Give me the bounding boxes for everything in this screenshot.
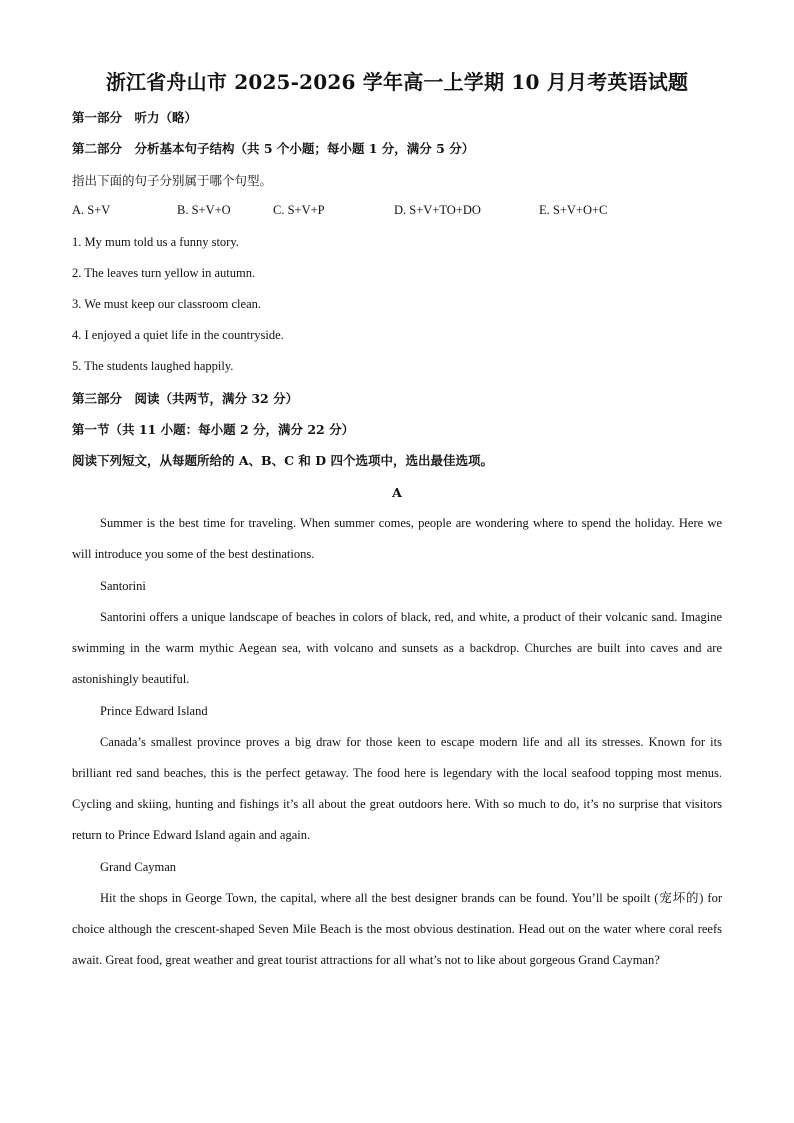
passage-label: A <box>392 485 402 500</box>
destination-2-text: Canada’s smallest province proves a big draw for those keen to escape modern life and all its stresses. Known for its brilliant red sand beaches, this is the perfect getaway. The food here is legendary with the local seafood topping most menus. Cycling and skiing, hunting and fishings it’s all about the great outdoors here. With so much to do, it’s no surprise that visitors return to Prince Edward Island again and again. <box>72 735 722 842</box>
option-e: E. S+V+O+C <box>539 203 608 217</box>
destination-1-text: Santorini offers a unique landscape of beaches in colors of black, red, and white, a product of their volcanic sand. Imagine swimming in the warm mythic Aegean sea, with volcano and sunsets as a backdrop. Churches are built into caves and are astonishingly beautiful. <box>72 610 722 686</box>
section1-heading: 第一节（共 11 小题：每小题 2 分，满分 22 分） <box>72 422 355 437</box>
option-b: B. S+V+O <box>177 203 231 217</box>
option-d: D. S+V+TO+DO <box>394 203 481 217</box>
option-c: C. S+V+P <box>273 203 325 217</box>
question-1: 1. My mum told us a funny story. <box>72 235 239 249</box>
option-a: A. S+V <box>72 203 111 217</box>
destination-3-name: Grand Cayman <box>100 860 177 874</box>
question-2: 2. The leaves turn yellow in autumn. <box>72 266 256 280</box>
destination-1-name: Santorini <box>100 579 146 593</box>
page-title: 浙江省舟山市 2025-2026 学年高一上学期 10 月月考英语试题 <box>105 70 689 94</box>
instruction-sentence-types: 指出下面的句子分别属于哪个句型。 <box>72 173 273 188</box>
destination-2-name: Prince Edward Island <box>100 704 208 718</box>
question-3: 3. We must keep our classroom clean. <box>72 297 261 311</box>
destination-3-text: Hit the shops in George Town, the capital, where all the best designer brands can be found. You’ll be spoilt (宠坏的) for choice although the crescent-shaped Seven Mile Beach is the most obvious destination. Head out on the water where coral reefs await. Great food, great weather and great tourist attractions for all what’s not to like about gorgeous Grand Cayman? <box>72 891 722 967</box>
question-5: 5. The students laughed happily. <box>72 359 234 373</box>
question-4: 4. I enjoyed a quiet life in the countryside. <box>72 328 284 342</box>
passage-intro: Summer is the best time for traveling. When summer comes, people are wondering where to spend the holiday. Here we will introduce you some of the best destinations. <box>72 516 722 561</box>
reading-instruction: 阅读下列短文，从每题所给的 A、B、C 和 D 四个选项中，选出最佳选项。 <box>72 453 493 468</box>
part2-heading: 第二部分 分析基本句子结构（共 5 个小题；每小题 1 分，满分 5 分） <box>72 141 475 156</box>
part3-heading: 第三部分 阅读（共两节，满分 32 分） <box>72 391 299 406</box>
part1-heading: 第一部分 听力（略） <box>72 110 198 125</box>
